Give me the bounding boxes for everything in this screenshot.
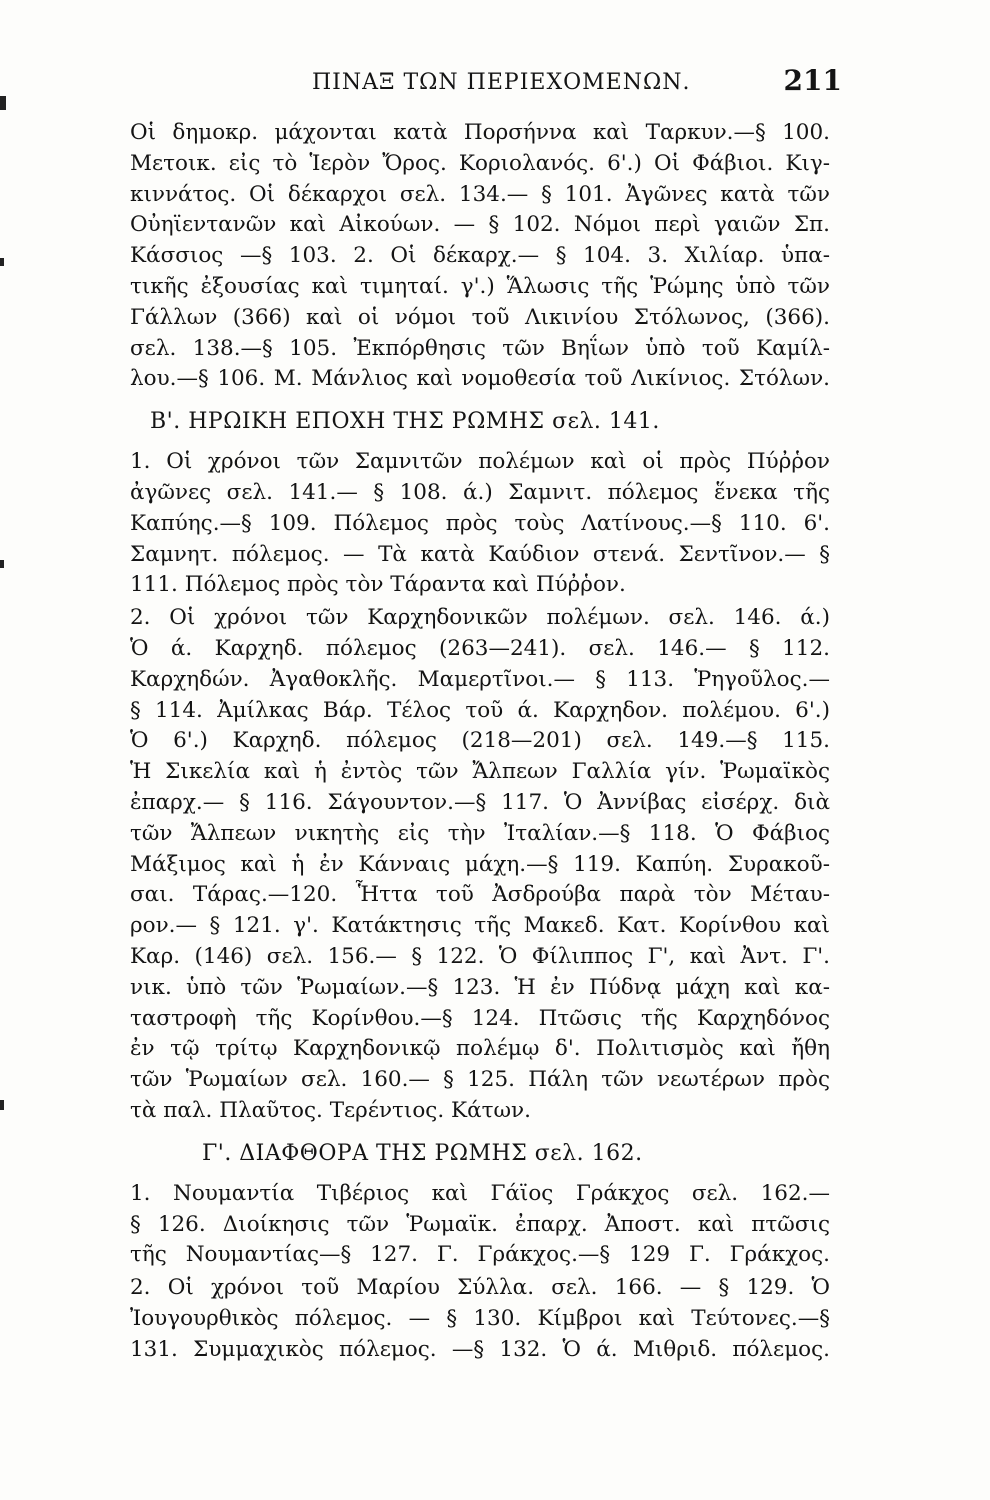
text-line: 2. Οἱ χρόνοι τοῦ Μαρίου Σύλλα. σελ. 166. — § 129. Ὁ [130, 1275, 830, 1301]
section-c-paragraph-1 [130, 1179, 830, 1271]
text-line: Ἰουγουρθικὸς πόλεμος. — § 130. Κίμβροι καὶ Τεύτονες.—§ [130, 1305, 830, 1331]
page-edge-mark [0, 560, 4, 568]
page-edge-mark [0, 258, 4, 266]
text-line: Καρχηδών. Ἀγαθοκλῆς. Μαμερτῖνοι.— § 113. Ῥηγοῦλος.— [130, 666, 830, 692]
contents-block-a [130, 118, 830, 395]
text-line: τῆς Νουμαντίας—§ 127. Γ. Γράκχος.—§ 129 Γ. Γράκχος. [130, 1242, 830, 1268]
text-line: ἀγῶνες σελ. 141.— § 108. ά.) Σαμνιτ. πόλεμος ἕνεκα τῆς [130, 479, 830, 505]
text-line: τῶν Ἄλπεων νικητὴς εἰς τὴν Ἰταλίαν.—§ 118. Ὁ Φάβιος [130, 820, 830, 846]
text-line: § 114. Ἀμίλκας Βάρ. Τέλος τοῦ ά. Καρχηδον. πολέμου. 6'.) [130, 697, 830, 723]
section-c-paragraph-2 [130, 1273, 830, 1365]
section-b-paragraph-2 [130, 603, 830, 1127]
text-line: Οἱ δημοκρ. μάχονται κατὰ Πορσήννα καὶ Ταρκυν.—§ 100. [130, 120, 830, 145]
text-line: Μάξιμος καὶ ἡ ἐν Κάνναις μάχη.—§ 119. Καπύη. Συρακοῦ- [130, 851, 830, 877]
page-edge-mark [0, 1100, 4, 1110]
text-line: τῶν Ῥωμαίων σελ. 160.— § 125. Πάλη τῶν νεωτέρων πρὸς [130, 1067, 830, 1093]
text-line: ἐν τῷ τρίτῳ Καρχηδονικῷ πολέμῳ δ'. Πολιτισμὸς καὶ ἤθη [130, 1036, 830, 1062]
text-line: Καπύης.—§ 109. Πόλεμος πρὸς τοὺς Λατίνους.—§ 110. 6'. [130, 510, 830, 536]
section-heading-c: Γ'. ΔΙΑΦΘΟΡΑ ΤΗΣ ΡΩΜΗΣ σελ. 162. [202, 1140, 643, 1166]
text-line: Κάσσιος —§ 103. 2. Οἱ δέκαρχ.— § 104. 3. Χιλίαρ. ὑπα- [130, 243, 830, 269]
text-line: 111. Πόλεμος πρὸς τὸν Τάραντα καὶ Πύῤῥον. [130, 572, 626, 598]
text-line: τικῆς ἐξουσίας καὶ τιμηταί. γ'.) Ἅλωσις τῆς Ῥώμης ὑπὸ τῶν [130, 273, 830, 299]
page-edge-mark [0, 96, 6, 110]
text-line: 1. Νουμαντία Τιβέριος καὶ Γάϊος Γράκχος σελ. 162.— [130, 1180, 830, 1206]
text-line: 1. Οἱ χρόνοι τῶν Σαμνιτῶν πολέμων καὶ οἱ πρὸς Πύῤῥον [130, 449, 830, 475]
text-line: ρον.— § 121. γ'. Κατάκτησις τῆς Μακεδ. Κατ. Κορίνθου καὶ [130, 913, 830, 939]
text-line: 2. Οἱ χρόνοι τῶν Καρχηδονικῶν πολέμων. σελ. 146. ά.) [130, 605, 830, 631]
table-of-contents [130, 118, 830, 1365]
text-line: Γάλλων (366) καὶ οἱ νόμοι τοῦ Λικινίου Στόλωνος, (366). [130, 304, 830, 330]
text-line: Μετοικ. εἰς τὸ Ἱερὸν Ὄρος. Κοριολανός. 6'.) Οἱ Φάβιοι. Κιγ- [130, 150, 830, 176]
text-line: Ὁ ά. Καρχηδ. πόλεμος (263—241). σελ. 146.— § 112. [130, 635, 830, 661]
text-line: ἐπαρχ.— § 116. Σάγουντον.—§ 117. Ὁ Ἀννίβας εἰσέρχ. διὰ [130, 789, 830, 815]
text-line: § 126. Διοίκησις τῶν Ῥωμαϊκ. ἐπαρχ. Ἀποστ. καὶ πτῶσις [130, 1211, 830, 1237]
running-header [130, 62, 842, 102]
section-heading-b: Β'. ΗΡΩΙΚΗ ΕΠΟΧΗ ΤΗΣ ΡΩΜΗΣ σελ. 141. [150, 409, 660, 435]
text-line: Καρ. (146) σελ. 156.— § 122. Ὁ Φίλιππος Γ', καὶ Ἀντ. Γ'. [130, 943, 830, 969]
text-line: ταστροφὴ τῆς Κορίνθου.—§ 124. Πτῶσις τῆς Καρχηδόνος [130, 1005, 830, 1031]
page-number: 211 [783, 64, 842, 97]
text-line: νικ. ὑπὸ τῶν Ῥωμαίων.—§ 123. Ἡ ἐν Πύδνᾳ μάχη καὶ κα- [130, 974, 830, 1000]
text-line: σαι. Τάρας.—120. Ἧττα τοῦ Ἀσδρούβα παρὰ τὸν Μέταυ- [130, 882, 830, 908]
text-line: κιννάτος. Οἱ δέκαρχοι σελ. 134.— § 101. Ἀγῶνες κατὰ τῶν [130, 181, 830, 207]
text-line: τὰ παλ. Πλαῦτος. Τερέντιος. Κάτων. [130, 1097, 531, 1123]
section-b-paragraph-1 [130, 447, 830, 601]
header-title: ΠΙΝΑΞ ΤΩΝ ΠΕΡΙΕΧΟΜΕΝΩΝ. [312, 70, 691, 95]
text-line: Σαμνητ. πόλεμος. — Τὰ κατὰ Καύδιον στενά. Σεντῖνον.— § [130, 541, 830, 567]
text-line: 131. Συμμαχικὸς πόλεμος. —§ 132. Ὁ ά. Μιθριδ. πόλεμος. [130, 1336, 830, 1362]
text-line: λου.—§ 106. Μ. Μάνλιος καὶ νομοθεσία τοῦ Λικίνιος. Στόλων. [130, 366, 830, 392]
text-line: σελ. 138.—§ 105. Ἐκπόρθησις τῶν Βηΐων ὑπὸ τοῦ Καμίλ- [130, 335, 830, 361]
text-line: Ἡ Σικελία καὶ ἡ ἐντὸς τῶν Ἄλπεων Γαλλία γίν. Ῥωμαϊκὸς [130, 759, 830, 785]
text-line: Οὐηϊεντανῶν καὶ Αἰκούων. — § 102. Νόμοι περὶ γαιῶν Σπ. [130, 212, 830, 238]
text-line: Ὁ 6'.) Καρχηδ. πόλεμος (218—201) σελ. 149.—§ 115. [130, 728, 830, 754]
